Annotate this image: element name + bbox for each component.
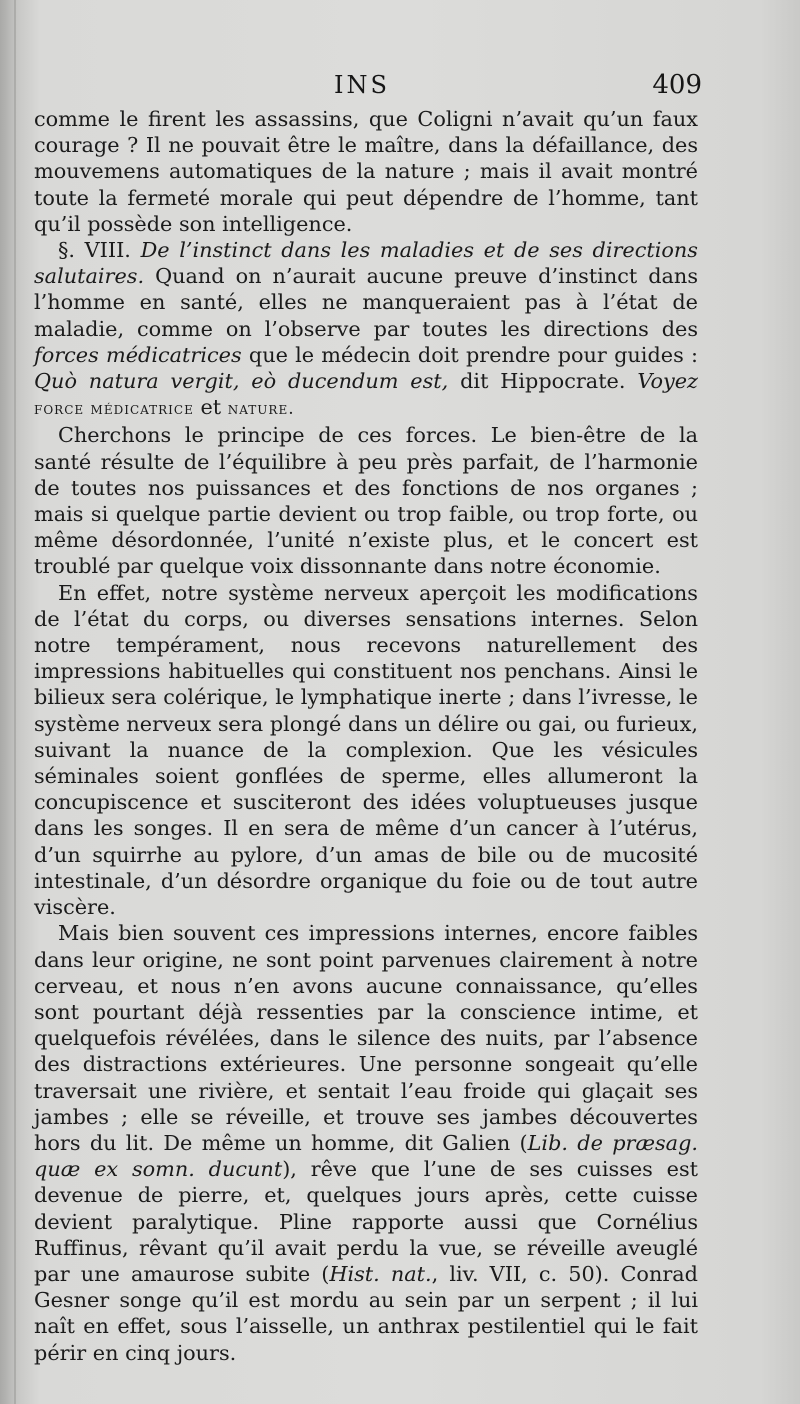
paragraph-5-italic-b: Hist. nat. [329,1261,432,1286]
paragraph-2-text-d: et [200,395,222,420]
page-number: 409 [652,70,702,100]
binding-gutter [14,0,16,1404]
paragraph-1: comme le firent les assassins, que Coligni n’avait qu’un faux courage ? Il ne pouvait être le maître, dans la défaillance, des mouvemens automatiques de la nature ; mais il avait montré toute la fermeté morale qui peut dépendre de l’homme, tant qu’il possède son intelligence. [34,107,698,236]
page-text [34,70,702,1366]
cross-reference-1: force médicatrice [34,399,194,420]
paragraph-5-text-a: Mais bien souvent ces impressions internes, encore faibles dans leur origine, ne sont point parvenues clairement à notre cerveau, et nous n’en avons aucune connaissance, qu’elles sont pourtant déjà ressenties par la conscience intime, et quelquefois révélées, dans le silence des nuits, par l’absence des distractions extérieures. Une personne songeait qu’elle traversait une rivière, et sentait l’eau froide qui glaçait ses jambes ; elle se réveille, et trouve ses jambes découvertes hors du lit. De même un homme, dit Galien ( [34,921,698,1155]
paragraph-2-text-c: dit Hippocrate. [460,369,626,394]
cross-reference-2: nature. [227,399,295,420]
paragraph-4: En effet, notre système nerveux aperçoit les modifications de l’état du corps, ou diverses sensations internes. Selon notre tempérament, nous recevons naturellement des impressions habituelles qui constituent nos penchans. Ainsi le bilieux sera colérique, le lymphatique inerte ; dans l’ivresse, le système nerveux sera plongé dans un délire ou gai, ou furieux, suivant la nuance de la complexion. Que les vésicules séminales soient gonflées de sperme, elles allumeront la concupiscence et susciteront des idées voluptueuses jusque dans les songes. Il en sera de même d’un cancer à l’utérus, d’un squirrhe au pylore, d’un amas de bile ou de mucosité intestinale, d’un désordre organique du foie ou de tout autre viscère. [34,580,698,920]
paragraph-2-italic-a: forces médicatrices [34,342,242,367]
paragraph-5-italic-a: Lib. de præsag. quæ ex somn. ducunt [34,1130,698,1182]
page-header [34,70,702,106]
paragraph-5-text-c: , liv. VII, c. 50). Conrad Gesner songe qu’il est mordu au sein par un serpent ; il lui naît en effet, sous l’aisselle, un anthrax pestilentiel qui le fait périr en cinq jours. [34,1261,698,1365]
paragraph-2-italic-b: Quò natura vergit, eò ducendum est, [34,369,449,394]
paragraph-5-text-b: ), rêve que l’une de ses cuisses est devenue de pierre, et, quelques jours après, cette cuisse devient paralytique. Pline rapporte aussi que Cornélius Ruffinus, rêvant qu’il avait perdu la vue, se réveille aveuglé par une amaurose subite ( [34,1157,698,1286]
paragraph-3: Cherchons le principe de ces forces. Le bien-être de la santé résulte de l’équilibre à peu près parfait, de l’harmonie de toutes nos puissances et des fonctions de nos organes ; mais si quelque partie devient ou trop faible, ou trop forte, ou même désordonnée, l’unité n’existe plus, et le concert est troublé par quelque voix dissonnante dans notre économie. [34,423,698,579]
paragraph-2-italic-c: Voyez [637,369,698,394]
paragraph-2-text-a: Quand on n’aurait aucune preuve d’instinct dans l’homme en santé, elles ne manqueraient pas à l’état de maladie, comme on l’observe par toutes les directions des [34,264,698,341]
paragraph-2-text-b: que le médecin doit prendre pour guides : [248,342,698,367]
running-head: INS [334,71,390,99]
section-title: De l’instinct dans les maladies et de ses directions salutaires. [34,238,698,289]
paragraph-2 [34,237,698,422]
paragraph-5 [34,920,698,1365]
section-mark: §. VIII. [58,238,131,263]
